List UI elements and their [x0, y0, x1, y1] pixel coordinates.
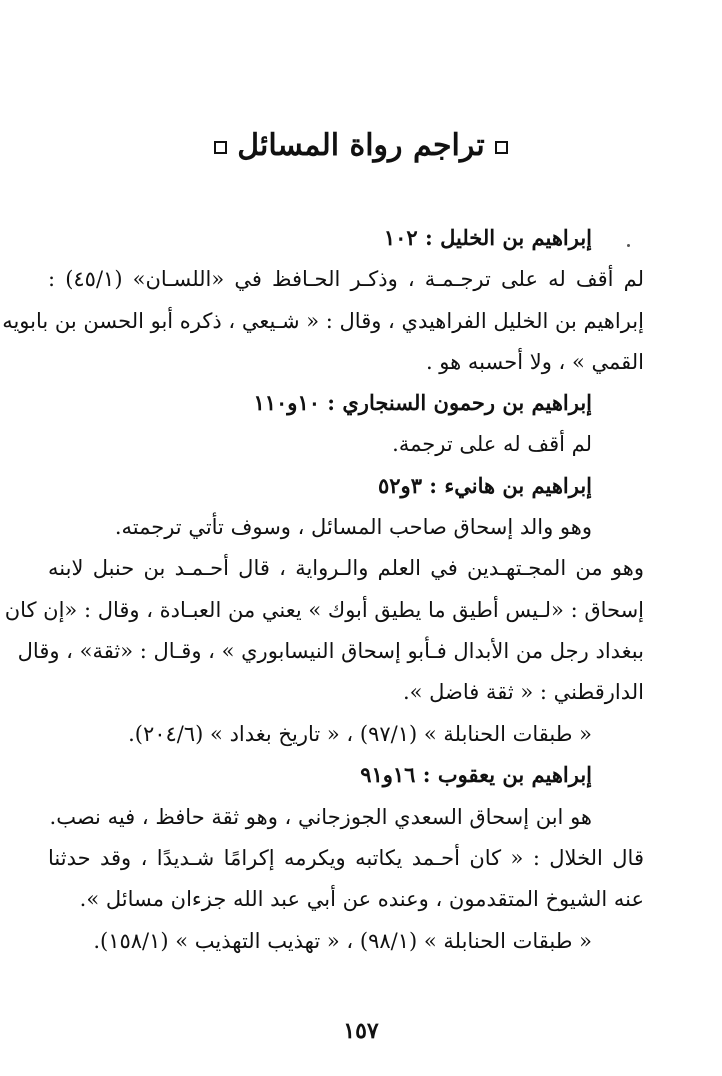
- reference-line: « طبقات الحنابلة » (٩٧/١) ، « تاريخ بغداد » (٢٠٤/٦).: [128, 722, 592, 746]
- text-line: الدارقطني : « ثقة فاضل ».: [402, 680, 644, 704]
- chapter-title: [0, 128, 722, 163]
- text-line: وهو والد إسحاق صاحب المسائل ، وسوف تأتي ترجمته.: [114, 515, 592, 539]
- text-line: إبراهيم بن الخليل الفراهيدي ، وقال : « شـيعي ، ذكره أبو الحسن بن بابويه: [2, 309, 644, 333]
- entry-heading: إبراهيم بن رحمون السنجاري : ١٠و١١٠: [253, 390, 592, 415]
- reference-line: « طبقات الحنابلة » (٩٨/١) ، « تهذيب التهذيب » (١٥٨/١).: [93, 929, 592, 953]
- entry-heading: إبراهيم بن هانيء : ٣و٥٢: [377, 473, 592, 498]
- stray-dot: [627, 244, 630, 247]
- text-line: لم أقف له على ترجمة.: [392, 432, 592, 456]
- entry-heading: إبراهيم بن يعقوب : ١٦و٩١: [360, 762, 592, 787]
- text-line: إسحاق : «لـيس أطيق ما يطيق أبوك » يعني من العبـادة ، وقال : «إن كان: [4, 598, 644, 622]
- square-bullet-icon: [214, 141, 227, 154]
- text-line: وهو من المجـتهـدين في العلم والـرواية ، قال أحـمـد بن حنبل لابنه: [48, 556, 644, 580]
- entry-heading: إبراهيم بن الخليل : ١٠٢: [383, 225, 592, 250]
- text-line: هو ابن إسحاق السعدي الجوزجاني ، وهو ثقة حافظ ، فيه نصب.: [49, 805, 592, 829]
- text-line: قال الخلال : « كان أحـمد يكاتبه ويكرمه إكرامًا شـديدًا ، وقد حدثنا: [48, 846, 644, 870]
- chapter-title-text: تراجم رواة المسائل: [237, 128, 485, 163]
- text-line: لم أقف له على ترجـمـة ، وذكـر الحـافظ في «اللسـان» (٤٥/١) :: [48, 267, 644, 291]
- page-number: ١٥٧: [343, 1018, 379, 1044]
- text-line: عنه الشيوخ المتقدمون ، وعنده عن أبي عبد الله جزءان مسائل ».: [79, 887, 644, 911]
- text-line: القمي » ، ولا أحسبه هو .: [425, 350, 644, 374]
- square-bullet-icon: [495, 141, 508, 154]
- text-line: ببغداد رجل من الأبدال فـأبو إسحاق النيسابوري » ، وقـال : «ثقة» ، وقال: [17, 639, 644, 663]
